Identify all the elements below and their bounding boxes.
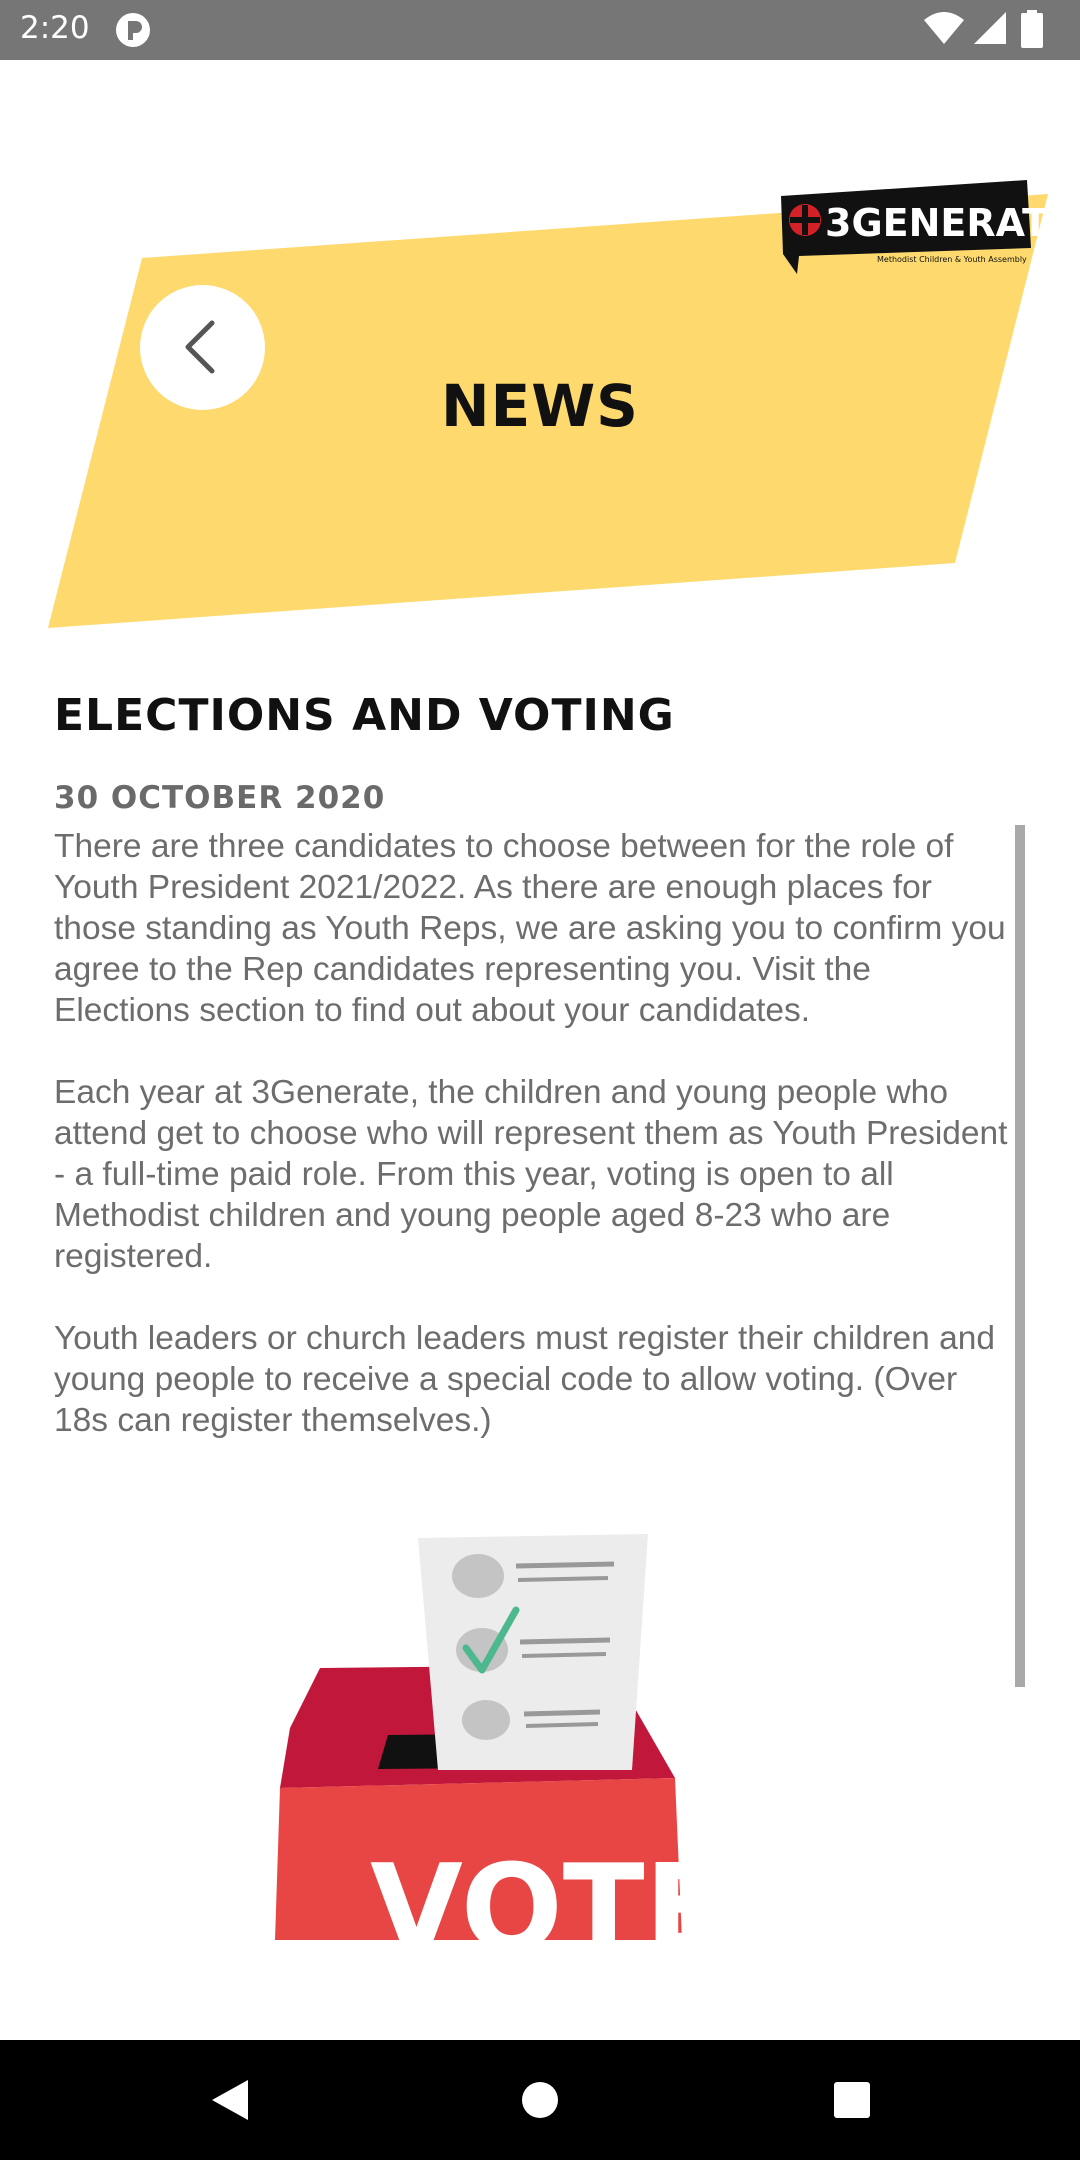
page-title: NEWS [441,372,639,440]
status-time: 2:20 [20,10,90,46]
article-date: 30 OCTOBER 2020 [54,780,386,816]
3generate-logo [775,178,1074,268]
article-body [54,826,1014,1482]
recents-nav-icon[interactable] [822,2070,882,2130]
logo-subtext: Methodist Children & Youth Assembly [877,255,1027,264]
article-paragraph: There are three candidates to choose between for the role of Youth President 2021/2022. As there are enough places for those standing as Youth Reps, we are asking you to confirm you agree to the Rep candidates representing you. Visit the Elections section to find out about your candidates. [54,828,1006,1029]
system-navigation-bar [0,2040,1080,2160]
scrollbar[interactable] [1015,825,1025,1687]
article-paragraph: Each year at 3Generate, the children and young people who attend get to choose who will represent them as Youth President - a full-time paid role. From this year, voting is open to all Methodist children and young people aged 8-23 who are registered. [54,1074,1008,1275]
cell-signal-icon [972,10,1008,46]
battery-icon [1020,10,1044,48]
vote-label: VOTE [370,1840,727,1979]
article-paragraph: Youth leaders or church leaders must register their children and young people to receive a special code to allow voting. (Over 18s can register themselves.) [54,1320,995,1439]
back-nav-icon[interactable] [200,2070,260,2130]
home-nav-icon[interactable] [510,2070,570,2130]
chevron-left-icon [176,317,226,377]
ballot-box-illustration [270,1520,810,1979]
logo-wordmark: 3GENERATE [825,201,1074,245]
wifi-icon [922,10,966,46]
status-bar [0,0,1080,60]
article-title: ELECTIONS AND VOTING [54,690,675,741]
app-notification-icon [115,12,151,48]
